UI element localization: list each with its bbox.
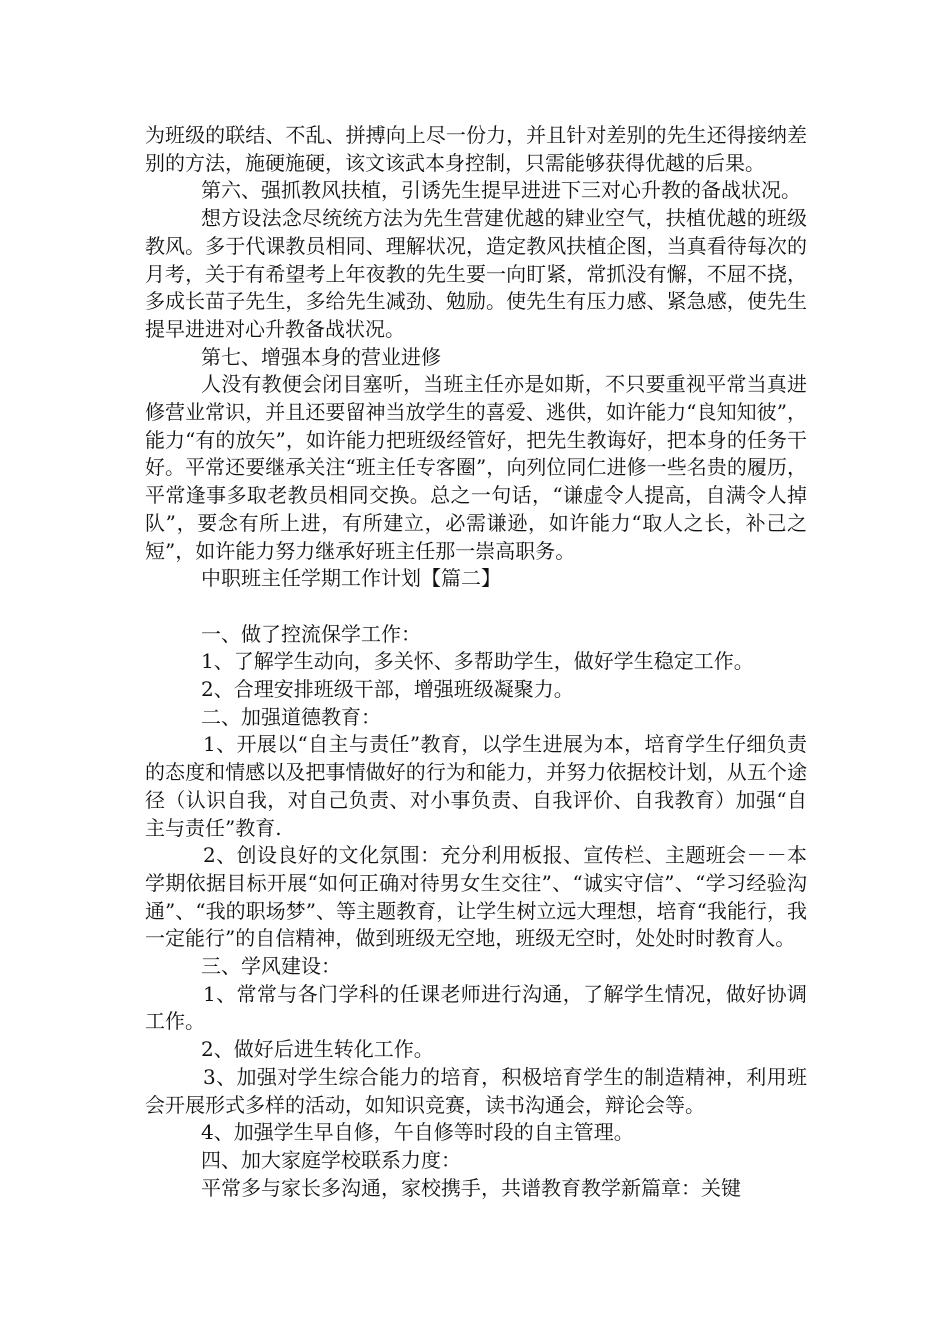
- list-item: 2、合理安排班级干部，增强班级凝聚力。: [201, 677, 574, 702]
- list-item: 1、了解学生动向，多关怀、多帮助学生，做好学生稳定工作。: [201, 649, 754, 674]
- blank-line: [145, 593, 807, 621]
- list-item: 2、做好后进生转化工作。: [201, 1037, 434, 1062]
- paragraph: 人没有教便会闭目塞听，当班主任亦是如斯，不只要重视平常当真进修营业常识，并且还要留神当放学生的喜爱、逃供，如许能力“良知知彼”，能力“有的放矢”，如许能力把班级经管好，把先生教诲好，把本身的任务干好。平常还要继承关注“班主任专客圈”，向列位同仁进修一些名贵的履历，平常逢事多取老教员相同交换。总之一句话，“谦虚令人提高，自满令人掉队”，要念有所上进，有所建立，必需谦逊，如许能力“取人之长，补己之短”，如许能力努力继承好班主任那一崇高职务。: [145, 372, 807, 563]
- list-item: 2、创设良好的文化氛围：充分利用板报、宣传栏、主题班会－－本学期依据目标开展“如何正确对待男女生交往”、“诚实守信”、“学习经验沟通”、“我的职场梦”、等主题教育，让学生树立远大理想，培育“我能行，我一定能行”的自信精神，做到班级无空地，班级无空时，处处时时教育人。: [145, 843, 807, 951]
- section-heading: 第七、增强本身的营业进修: [201, 344, 441, 369]
- section-heading: 二、加强道德教育：: [201, 704, 381, 729]
- paragraph: 第六、强抓教风扶植，引诱先生提早进进下三对心升教的备战状况。: [201, 178, 801, 203]
- list-item: 1、常常与各门学科的任课老师进行沟通，了解学生情况，做好协调工作。: [145, 981, 807, 1034]
- paragraph: 平常多与家长多沟通，家校携手，共谱教育教学新篇章：关键: [201, 1175, 741, 1200]
- section-heading: 三、学风建设：: [201, 954, 341, 979]
- list-item: 1、开展以“自主与责任”教育，以学生进展为本，培育学生仔细负责的态度和情感以及把事情做好的行为和能力，并努力依据校计划，从五个途径（认识自我，对自己负责、对小事负责、自我评价、自我教育）加强“自主与责任”教育.: [145, 732, 807, 840]
- document-subtitle: 中职班主任学期工作计划【篇二】: [201, 566, 501, 591]
- section-heading: 一、做了控流保学工作：: [201, 621, 421, 646]
- section-heading: 四、加大家庭学校联系力度：: [201, 1148, 461, 1172]
- list-item: 3、加强对学生综合能力的培育，积极培育学生的制造精神，利用班会开展形式多样的活动，如知识竞赛，读书沟通会，辩论会等。: [145, 1064, 807, 1117]
- document-body: [145, 122, 807, 1202]
- paragraph: 为班级的联结、不乱、拼搏向上尽一份力，并且针对差别的先生还得接纳差别的方法，施硬施硬，该文该武本身控制，只需能够获得优越的后果。: [145, 123, 807, 175]
- paragraph: 想方设法念尽统统方法为先生营建优越的肄业空气，扶植优越的班级教风。多于代课教员相同、理解状况，造定教风扶植企图，当真看待每次的月考，关于有希望考上年夜教的先生要一向盯紧，常抓没有懈，不屈不挠，多成长苗子先生，多给先生减劲、勉励。使先生有压力感、紧急感，使先生提早进进对心升教备战状况。: [145, 206, 807, 341]
- list-item: 4、加强学生早自修，午自修等时段的自主管理。: [201, 1120, 634, 1145]
